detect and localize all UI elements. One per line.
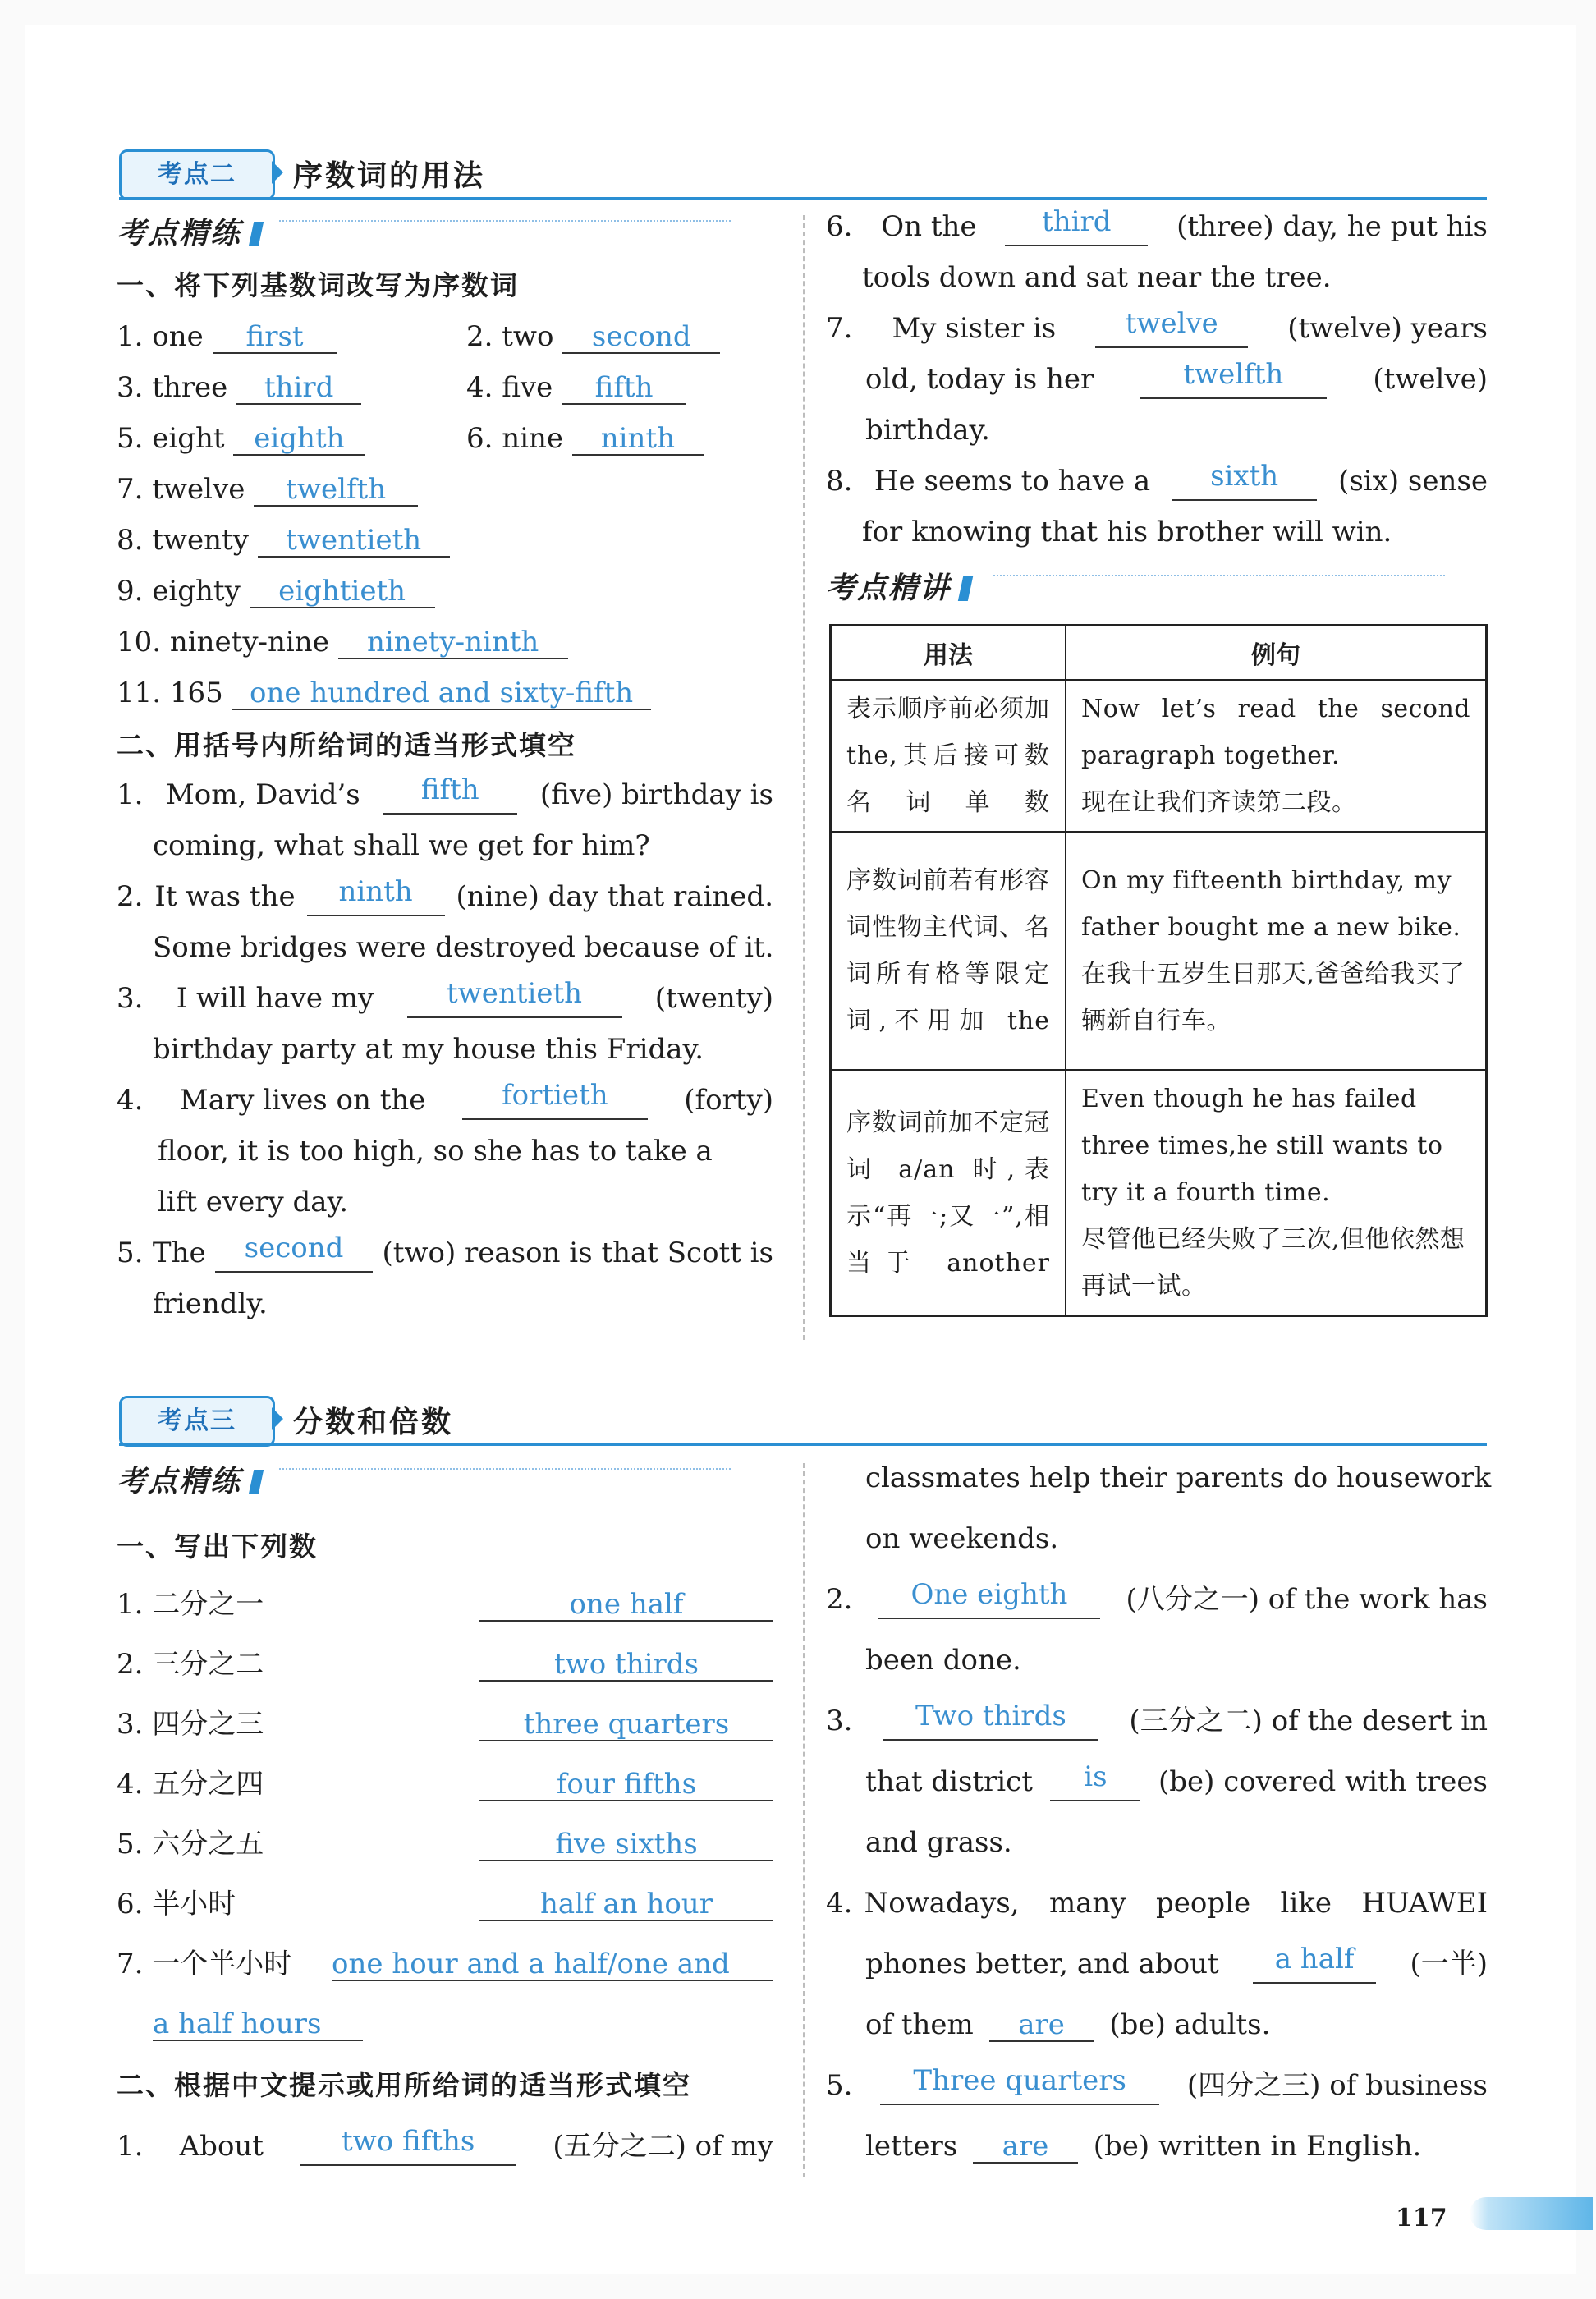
fill-question-7: 7. My sister is twelve (twelve) years	[826, 309, 1488, 348]
answer-blank: twelfth	[1140, 360, 1327, 399]
answer-blank: third	[236, 373, 361, 405]
section2-tag: 考点二	[119, 149, 275, 200]
ordinal-item: 10. ninety-nine ninety-ninth	[117, 622, 568, 662]
question-line: been done.	[865, 1644, 1021, 1677]
practice-heading	[117, 210, 261, 252]
number-item-label: 4. 五分之四	[117, 1768, 264, 1801]
fill-question-5: 5. The second (two) reason is that Scott is	[117, 1233, 773, 1273]
question-line: phones better, and about a half (一半)	[865, 1944, 1488, 1984]
fill-question-1: 1. About two fifths (五分之二) of my	[117, 2127, 773, 2166]
table-row	[831, 832, 1487, 1070]
section3-rule	[119, 1443, 1487, 1446]
answer-blank: ninth	[307, 877, 445, 916]
example-cell	[1066, 680, 1487, 832]
fill-question-2: 2. One eighth (八分之一) of the work has	[826, 1580, 1488, 1619]
usage-table	[829, 624, 1488, 1317]
answer-blank: twentieth	[258, 525, 450, 558]
ordinal-item: 4. five fifth	[466, 368, 686, 407]
answer-blank: eightieth	[250, 576, 435, 608]
question-line: birthday party at my house this Friday.	[153, 1033, 704, 1066]
section2-rule	[119, 197, 1487, 200]
explain-heading-text: 考点精讲	[826, 571, 952, 605]
answer-blank: five sixths	[479, 1829, 773, 1861]
ordinal-item: 7. twelve twelfth	[117, 470, 418, 509]
question-line: and grass.	[865, 1826, 1012, 1859]
usage-cell: 表示顺序前必须加 the,其后接可数名词单数	[831, 680, 1066, 832]
page-number-bar	[1470, 2197, 1593, 2230]
fill-question-1: 1. Mom, David’s fifth (five) birthday is	[117, 775, 773, 815]
number-item-label: 5. 六分之五	[117, 1828, 264, 1861]
fill-question-8: 8. He seems to have a sixth (six) sense	[826, 461, 1488, 501]
question-line: classmates help their parents do housework	[865, 1462, 1492, 1494]
example-zh: 在我十五岁生日那天,爸爸给我买了辆新自行车。	[1081, 960, 1465, 1035]
column-divider	[803, 215, 805, 1340]
ordinal-item: 8. twenty twentieth	[117, 521, 450, 560]
answer-blank: are	[973, 2132, 1078, 2164]
table-header-row	[831, 626, 1487, 681]
example-zh: 尽管他已经失败了三次,但他依然想再试一试。	[1081, 1225, 1465, 1301]
answer-blank: is	[1050, 1762, 1140, 1801]
ordinal-item: 9. eighty eightieth	[117, 571, 435, 611]
answer-blank: Two thirds	[883, 1701, 1098, 1741]
page-number: 117	[1396, 2204, 1447, 2232]
question-line: tools down and sat near the tree.	[862, 261, 1332, 294]
practice-heading-text: 考点精练	[117, 1465, 242, 1498]
answer-blank: four fifths	[479, 1769, 773, 1801]
answer-blank: second	[562, 322, 720, 354]
fill-question-5: 5. Three quarters (四分之三) of business	[826, 2066, 1488, 2105]
number-item-label: 2. 三分之二	[117, 1648, 264, 1681]
number-item-label: 1. 二分之一	[117, 1588, 264, 1621]
fill-question-2: 2. It was the ninth (nine) day that rained.	[117, 877, 773, 916]
fill-question-3: 3. Two thirds (三分之二) of the desert in	[826, 1701, 1488, 1741]
practice-heading	[117, 1458, 261, 1500]
column-divider	[803, 1463, 805, 2177]
answer-blank: twentieth	[407, 979, 622, 1018]
answer-blank: twelfth	[254, 475, 418, 507]
usage-cell: 序数词前若有形容词性物主代词、名词所有格等限定词,不用加 the	[831, 832, 1066, 1070]
answer-blank: Three quarters	[880, 2066, 1159, 2105]
answer-blank: fifth	[562, 373, 686, 405]
fill-question-4: 4. Mary lives on the fortieth (forty)	[117, 1081, 773, 1120]
answer-blank: fifth	[383, 775, 517, 815]
section3-header	[119, 1396, 1490, 1447]
example-cell	[1066, 1070, 1487, 1316]
question-line: of them are (be) adults.	[865, 2008, 1271, 2041]
answer-blank: two fifths	[300, 2127, 516, 2166]
answer-blank: two thirds	[479, 1650, 773, 1682]
question-line: for knowing that his brother will win.	[862, 516, 1392, 548]
question-line: old, today is her twelfth (twelve)	[865, 360, 1488, 399]
ordinal-item: 1. one first	[117, 317, 337, 356]
tag-arrow-icon	[272, 1407, 283, 1430]
heading-dotted-rule	[279, 220, 731, 222]
answer-blank: sixth	[1172, 461, 1317, 501]
table-header-usage: 用法	[831, 626, 1066, 681]
question-line: Some bridges were destroyed because of it.	[153, 931, 774, 964]
question-line: that district is (be) covered with trees	[865, 1762, 1488, 1801]
table-header-example: 例句	[1066, 626, 1487, 681]
answer-blank: half an hour	[479, 1889, 773, 1921]
section3-title: 分数和倍数	[293, 1406, 454, 1439]
question-line: birthday.	[865, 414, 990, 447]
fill-question-6: 6. On the third (three) day, he put his	[826, 207, 1488, 246]
answer-blank: are	[989, 2010, 1094, 2042]
part1-title: 一、将下列基数词改写为序数词	[117, 269, 519, 301]
table-row	[831, 1070, 1487, 1316]
answer-blank: fortieth	[462, 1081, 648, 1120]
answer-blank: one hundred and sixty-fifth	[232, 678, 651, 710]
answer-blank: ninety-ninth	[338, 627, 568, 659]
section2-title: 序数词的用法	[293, 159, 486, 193]
answer-blank: a half	[1253, 1944, 1376, 1984]
usage-cell: 序数词前加不定冠词 a/an 时,表示“再一;又一”,相当于 another	[831, 1070, 1066, 1316]
section2-header	[119, 149, 1490, 200]
fill-question-3: 3. I will have my twentieth (twenty)	[117, 979, 773, 1018]
tag-arrow-icon	[272, 161, 283, 184]
part2-title: 二、用括号内所给词的适当形式填空	[117, 729, 576, 761]
fill-question-4: 4. Nowadays, many people like HUAWEI	[826, 1887, 1488, 1920]
heading-dotted-rule	[993, 575, 1445, 576]
ordinal-item: 3. three third	[117, 368, 361, 407]
answer-blank: One eighth	[878, 1580, 1100, 1619]
question-line: floor, it is too high, so she has to take a	[158, 1135, 713, 1168]
answer-blank: eighth	[233, 424, 365, 456]
answer-blank: second	[215, 1233, 373, 1273]
question-line: letters are (be) written in English.	[865, 2130, 1422, 2163]
number-item-label: 7. 一个半小时	[117, 1948, 292, 1980]
answer-blank: a half hours	[153, 2009, 363, 2041]
ordinal-item: 5. eight eighth	[117, 419, 365, 458]
example-en: On my fifteenth birthday, my father bought me a new bike.	[1081, 866, 1461, 942]
heading-dotted-rule	[279, 1468, 731, 1470]
example-cell	[1066, 832, 1487, 1070]
question-line: lift every day.	[158, 1186, 349, 1218]
example-zh: 现在让我们齐读第二段。	[1081, 788, 1357, 817]
answer-blank: three quarters	[479, 1709, 773, 1741]
question-line: on weekends.	[865, 1522, 1059, 1555]
answer-blank: third	[1005, 207, 1148, 246]
ordinal-item: 6. nine ninth	[466, 419, 704, 458]
ordinal-item: 11. 165 one hundred and sixty-fifth	[117, 673, 651, 713]
example-en: Even though he has failed three times,he still wants to try it a fourth time.	[1081, 1085, 1443, 1207]
section3-tag: 考点三	[119, 1396, 275, 1447]
question-line: coming, what shall we get for him?	[153, 829, 650, 862]
part2-title: 二、根据中文提示或用所给词的适当形式填空	[117, 2069, 691, 2101]
answer-blank: first	[213, 322, 337, 354]
practice-heading-text: 考点精练	[117, 217, 242, 250]
answer-blank: one hour and a half/one and	[332, 1949, 773, 1981]
ordinal-item: 2. two second	[466, 317, 720, 356]
example-en: Now let’s read the second paragraph together.	[1081, 695, 1470, 770]
answer-blank: ninth	[572, 424, 704, 456]
table-row	[831, 680, 1487, 832]
answer-blank: one half	[479, 1590, 773, 1622]
question-line: friendly.	[153, 1287, 268, 1320]
number-item-label: 6. 半小时	[117, 1888, 236, 1920]
part1-title: 一、写出下列数	[117, 1530, 318, 1562]
explain-heading	[826, 565, 970, 607]
number-item-label: 3. 四分之三	[117, 1708, 264, 1741]
answer-blank: twelve	[1095, 309, 1248, 348]
